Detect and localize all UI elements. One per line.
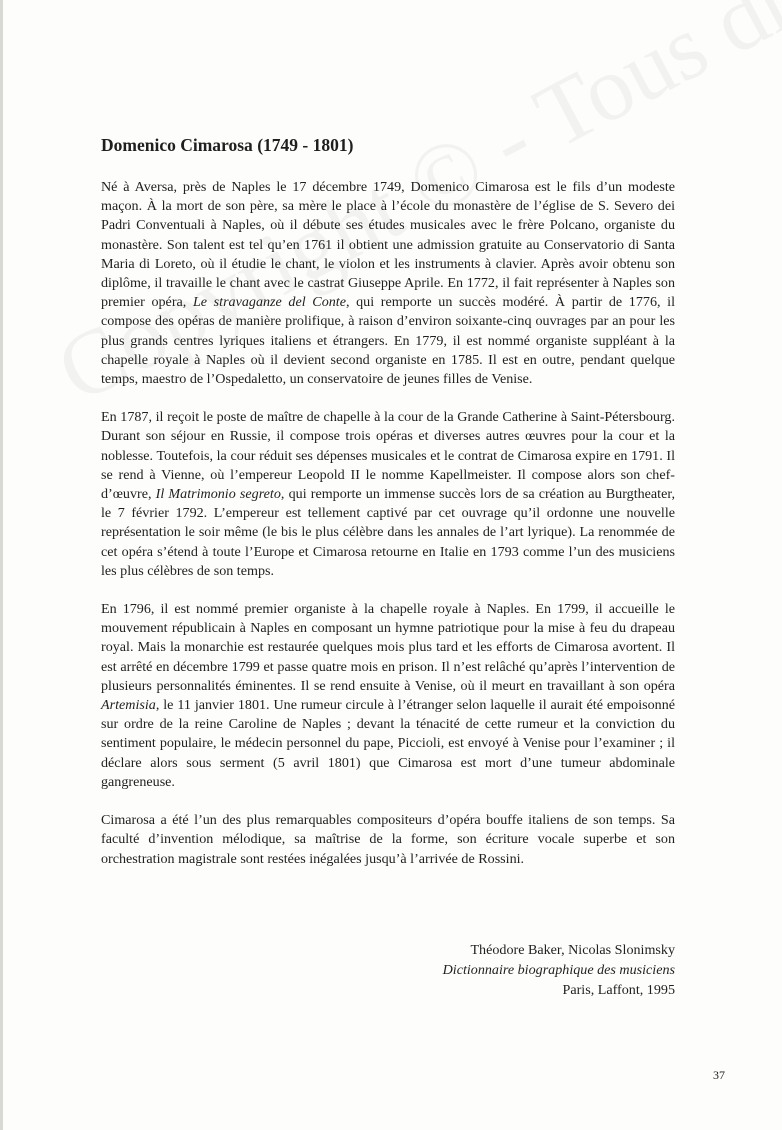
- citation-publisher: Paris, Laffont, 1995: [562, 982, 675, 998]
- text-run: En 1787, il reçoit le poste de maître de chapelle à la cour de la Grande Catherine à Saint-Pétersbourg. Durant son séjour en Russie, il compose trois opéras et diverses autres œuvres pour la cour et la noblesse. Toutefois, la cour réduit ses dépenses musicales et le contrat de Cimarosa expire en 1791. Il se rend à Vienne, où l’empereur Leopold II le nomme Kapellmeister. Il compose alors son chef-d’œuvre,: [101, 409, 675, 503]
- page-edge: [0, 0, 3, 1130]
- citation-book-title: Dictionnaire biographique des musiciens: [442, 962, 675, 978]
- opera-title: Le stravaganze del Conte: [192, 294, 346, 311]
- text-run: Né à Aversa, près de Naples le 17 décembre 1749, Domenico Cimarosa est le fils d’un modeste maçon. À la mort de son père, sa mère le place à l’école du monastère de l’église de S. Severo dei Padri Conventuali à Naples, où il débute ses études musicales avec le frère Polcano, organiste du monastère. Son talent est tel qu’en 1761 il obtient une admission gratuite au Conservatorio di Santa Maria di Loreto, où il étudie le chant, le violon et les instruments à clavier. Après avoir obtenu son diplôme, il travaille le chant avec le castrat Giuseppe Aprile. En 1772, il fait représenter à Naples son premier opéra,: [101, 179, 675, 311]
- text-run: En 1796, il est nommé premier organiste à la chapelle royale à Naples. En 1799, il accueille le mouvement républicain à Naples en composant un hymne patriotique pour la mise à feu du drapeau royal. Mais la monarchie est restaurée quelques mois plus tard et les efforts de Cimarosa avortent. Il est arrêté en décembre 1799 et passe quatre mois en prison. Il n’est relâché qu’après l’intervention de plusieurs personnalités éminentes. Il se rend ensuite à Venise, où il meurt en travaillant à son opéra: [101, 601, 675, 694]
- paragraph-early-life: [101, 178, 675, 389]
- composer-dates: (1749 - 1801): [252, 135, 354, 155]
- source-citation: [443, 940, 675, 1000]
- page-number: 37: [713, 1068, 725, 1082]
- citation-authors: Théodore Baker, Nicolas Slonimsky: [470, 942, 675, 958]
- article: [101, 132, 675, 888]
- text-run: , qui remporte un immense succès lors de sa création au Burgtheater, le 7 février 1792. L’empereur est tellement captivé par cet ouvrage qu’il ordonne une nouvelle représentation le soir même (le bis le plus célèbre dans les annales de l’art lyrique). La renommée de cet opéra s’étend à toute l’Europe et Cimarosa retourne en Italie en 1793 comme l’un des musiciens les plus célèbres de son temps.: [101, 486, 675, 579]
- text-run: , qui remporte un succès modéré. À partir de 1776, il compose des opéras de manière prolifique, à raison d’environ soixante-cinq ouvrages par an pour les plus grands centres lyriques italiens et étrangers. En 1779, il est nommé organiste suppléant à la chapelle royale à Naples où il devient second organiste en 1785. Il est en outre, pendant quelque temps, maestro de l’Ospedaletto, un conservatoire de jeunes filles de Venise.: [101, 294, 675, 388]
- page-title: [101, 132, 675, 158]
- paragraph-later-life: [101, 600, 675, 792]
- opera-title: Il Matrimonio segreto: [155, 486, 281, 503]
- paragraph-legacy: [101, 811, 675, 869]
- text-run: Cimarosa a été l’un des plus remarquables compositeurs d’opéra bouffe italiens de son temps. Sa faculté d’invention mélodique, sa maîtrise de la forme, son écriture vocale superbe et son orchestration magistrale sont restées inégalées jusqu’à l’arrivée de Rossini.: [101, 812, 675, 867]
- paragraph-russia-vienna: [101, 408, 675, 581]
- opera-title: Artemisia: [101, 697, 156, 714]
- text-run: , le 11 janvier 1801. Une rumeur circule à l’étranger selon laquelle il aurait été empoisonné sur ordre de la reine Caroline de Naples ; devant la ténacité de cette rumeur et la conviction du sentiment populaire, le médecin personnel du pape, Piccioli, est envoyé à Venise pour l’examiner ; il déclare alors sous serment (5 avril 1801) que Cimarosa est mort d’une tumeur abdominale gangreneuse.: [101, 697, 675, 790]
- composer-name: Domenico Cimarosa: [101, 135, 253, 155]
